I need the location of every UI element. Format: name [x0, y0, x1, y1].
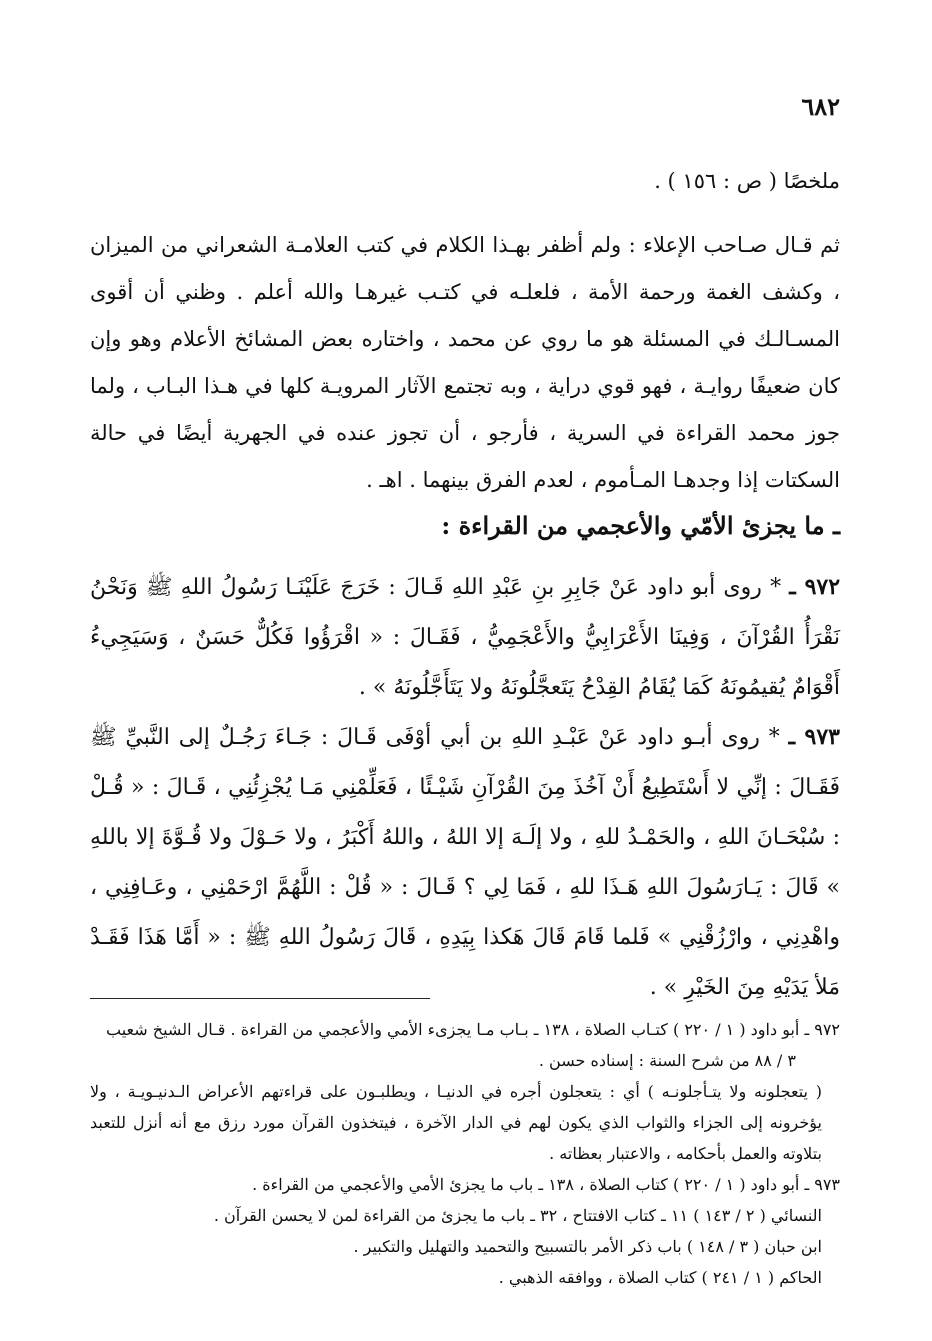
section-heading-block: [90, 506, 840, 546]
section-heading: ـ ما يجزئ الأمّي والأعجمي من القراءة :: [441, 511, 840, 540]
footnote-973-ibn-hibban: ابن حبان ( ٣ / ١٤٨ ) باب ذكر الأمر بالتسبيح والتحميد والتهليل والتكبير .: [353, 1237, 822, 1256]
intro-line-block: [90, 158, 840, 205]
page-number: ٦٨٢: [801, 92, 840, 121]
footnote-972: ٩٧٢ ـ أبو داود ( ١ / ٢٢٠ ) كتـاب الصلاة ، ١٣٨ ـ بـاب مـا يجزىء الأمي والأعجمي من القراءة . قـال الشيخ شعيب: [106, 1020, 840, 1039]
intro-line: ملخصًا ( ص : ١٥٦ ) .: [654, 169, 840, 193]
footnotes: [90, 1014, 840, 1293]
footnote-972-grading: ٣ / ٨٨ من شرح السنة : إسناده حسن .: [538, 1051, 796, 1070]
hadith-973: [90, 712, 840, 1013]
quoted-paragraph-block: [90, 222, 840, 504]
hadith-text: * روى أبـو داود عَنْ عَبْـدِ اللهِ بن أبي أوْفَى قَـالَ : جَـاءَ رَجُـلٌ إلى النَّبيِّ ﷺ فَقَـالَ : إنِّي لا أَسْتَطِيعُ أَنْ آخُذَ مِنَ القُرْآنِ شَيْـئًا ، فَعَلِّمْنِي مَـا يُجْزِئُنِي ، قَـالَ : « قُـلْ : سُبْحَـانَ اللهِ ، والحَمْـدُ للهِ ، ولا إلَـهَ إلا اللهُ ، واللهُ أَكْبَرُ ، ولا حَـوْلَ ولا قُـوَّةَ إلا باللهِ » قَالَ : يَـارَسُولَ اللهِ هَـذَا للهِ ، فَمَا لِي ؟ قَـالَ : « قُلْ : اللَّهُمَّ ارْحَمْنِي ، وعَـافِنِي ، واهْدِنِي ، وارْزُقْنِي » فَلما قَامَ قَالَ هَكذا بِيَدِهِ ، قَالَ رَسُولُ اللهِ ﷺ : « أَمَّا هَذَا فَقَـدْ مَلأ يَدَيْهِ مِنَ الخَيْرِ » .: [90, 725, 840, 1000]
footnote-divider: [90, 998, 430, 999]
hadith-number: ٩٧٣ ـ: [788, 724, 840, 750]
hadith-972: [90, 562, 840, 713]
footnote-973: ٩٧٣ ـ أبو داود ( ١ / ٢٢٠ ) كتاب الصلاة ، ١٣٨ ـ باب ما يجزئ الأمي والأعجمي من القراءة .: [252, 1175, 840, 1194]
book-page: [90, 92, 840, 1312]
hadith-text: * روى أبو داود عَنْ جَابِرِ بنِ عَبْدِ اللهِ قَـالَ : خَرَجَ عَلَيْنَـا رَسُولُ اللهِ ﷺ وَنَحْنُ نَقْرَأُ القُرْآنَ ، وَفِينَا الأَعْرَابِيُّ والأَعْجَمِيُّ ، فَقَـالَ : « اقْرَؤُوا فَكُلٌّ حَسَنٌ ، وَسَيَجِيءُ أَقْوَامٌ يُقيمُونَهُ كَمَا يُقَامُ القِدْحُ يَتَعجَّلُونَهُ ولا يَتَأَجَّلُونَهُ » .: [90, 575, 840, 700]
hadith-number: ٩٧٢ ـ: [789, 574, 841, 600]
footnote-973-hakim: الحاكم ( ١ / ٢٤١ ) كتاب الصلاة ، ووافقه الذهبي .: [498, 1268, 822, 1287]
quoted-paragraph: ثم قـال صـاحب الإعلاء : ولم أظفر بهـذا الكلام في كتب العلامـة الشعراني من الميزان ، وكشف الغمة ورحمة الأمة ، فلعلـه في كتـب غيرهـا والله أعلم . وظني أن أقوى المسـالـك في المسئلة هو ما روي عن محمد ، واختاره بعض المشائخ الأعلام وهو وإن كان ضعيفًا روايـة ، فهو قوي دراية ، وبه تجتمع الآثار المرويـة كلها في هـذا البـاب ، ولما جوز محمد القراءة في السرية ، فأرجو ، أن تجوز عنده في الجهرية أيضًا في حالة السكتات إذا وجدهـا المـأموم ، لعدم الفرق بينهما . اهـ .: [90, 233, 840, 492]
footnote-973-nasai: النسائي ( ٢ / ١٤٣ ) ١١ ـ كتاب الافتتاح ، ٣٢ ـ باب ما يجزئ من القراءة لمن لا يحسن القرآن .: [213, 1206, 822, 1225]
footnote-972-explanation: ( يتعجلونه ولا يتـأجلونـه ) أي : يتعجلون أجره في الدنيـا ، ويطلبـون على قراءتهم الأعراض الـدنيـويـة ، ولا يؤخرونه إلى الجزاء والثواب الذي يكون لهم في الدار الآخرة ، فيتخذون القرآن مورد رزق مع أنه أنزل للتعبد بتلاوته والعمل بأحكامه ، والاعتبار بعظاته .: [90, 1082, 823, 1163]
